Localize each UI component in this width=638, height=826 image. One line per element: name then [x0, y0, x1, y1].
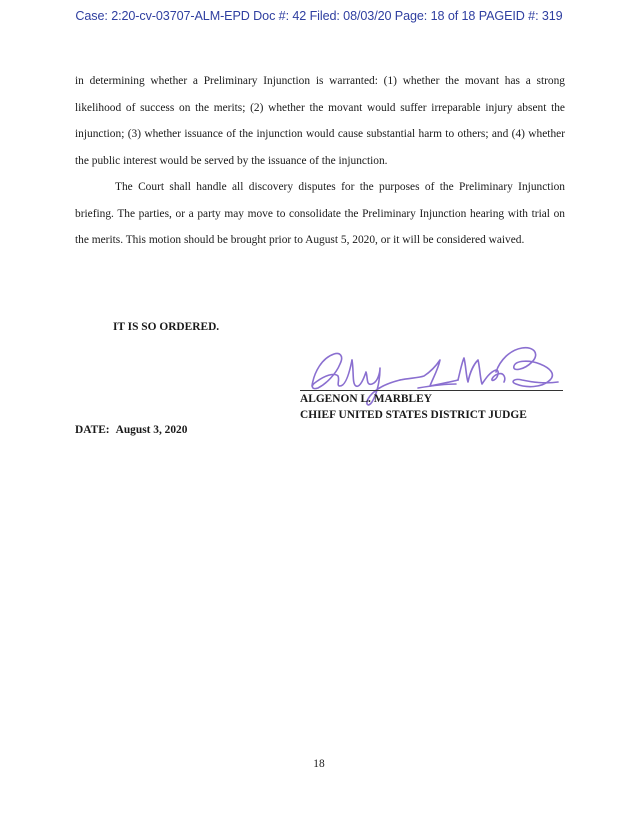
- order-date: [75, 424, 187, 436]
- judge-name: ALGENON L. MARBLEY: [300, 393, 432, 405]
- judge-signature: [300, 342, 565, 400]
- case-filing-header: Case: 2:20-cv-03707-ALM-EPD Doc #: 42 Filed: 08/03/20 Page: 18 of 18 PAGEID #: 319: [75, 9, 563, 23]
- handwritten-signature: [300, 342, 565, 400]
- date-label: DATE:: [75, 424, 110, 436]
- date-value: August 3, 2020: [115, 424, 188, 436]
- page-number: 18: [313, 758, 325, 770]
- so-ordered-statement: IT IS SO ORDERED.: [113, 321, 220, 333]
- order-body: [75, 68, 565, 254]
- paragraph-injunction-factors: in determining whether a Preliminary Injunction is warranted: (1) whether the movant has a strong likelihood of success on the merits; (2) whether the movant would suffer irreparable injury absent the injunction; (3) whether issuance of the injunction would cause substantial harm to others; and (4) whether the public interest would be served by the issuance of the injunction.: [75, 75, 565, 167]
- judge-title: CHIEF UNITED STATES DISTRICT JUDGE: [300, 409, 527, 421]
- paragraph-discovery-disputes: The Court shall handle all discovery disputes for the purposes of the Preliminary Injunction briefing. The parties, or a party may move to consolidate the Preliminary Injunction hearing with trial on the merits. This motion should be brought prior to August 5, 2020, or it will be considered waived.: [75, 181, 565, 246]
- signature-line: [300, 390, 563, 391]
